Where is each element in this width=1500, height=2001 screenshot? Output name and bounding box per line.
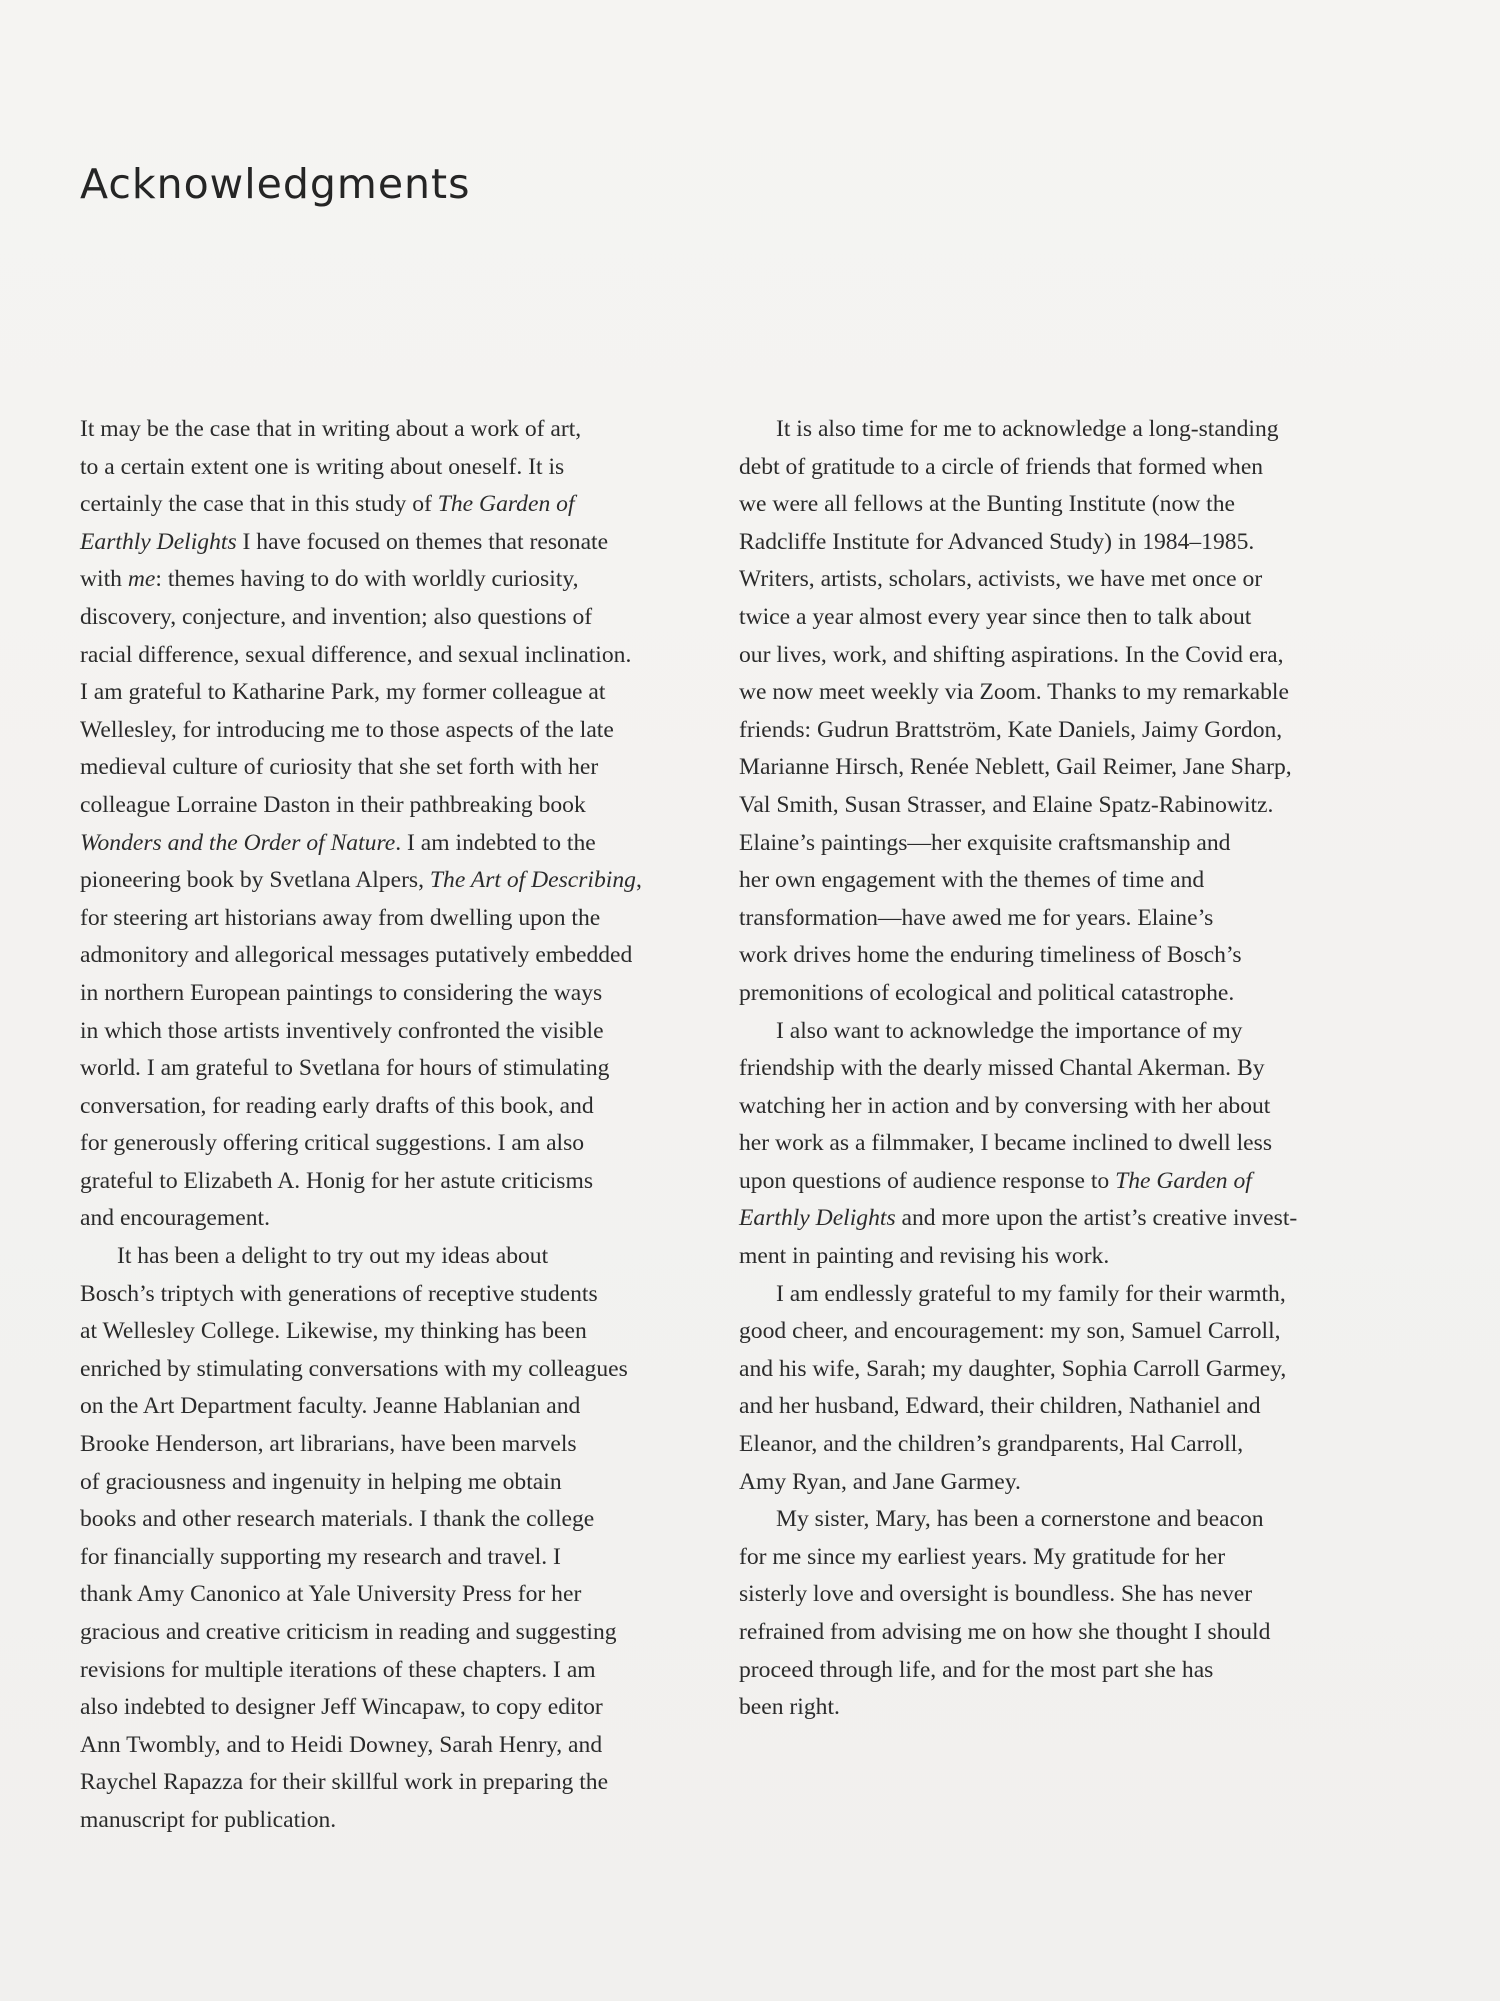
text-line: medieval culture of curiosity that she set forth with her xyxy=(80,754,599,781)
text-line xyxy=(739,1163,1369,1201)
text-segment: . I am indebted to the xyxy=(395,829,596,856)
text-segment: with xyxy=(80,566,128,593)
text-line: and his wife, Sarah; my daughter, Sophia Carroll Garmey, xyxy=(739,1355,1287,1382)
text-line: It may be the case that in writing about a work of art, xyxy=(80,416,582,442)
text-line: transformation—have awed me for years. Elaine’s xyxy=(739,904,1214,931)
text-segment: I have focused on themes that resonate xyxy=(236,528,609,555)
text-line: manuscript for publication. xyxy=(80,1806,337,1833)
text-line: her work as a filmmaker, I became inclined to dwell less xyxy=(739,1130,1273,1157)
text-line: discovery, conjecture, and invention; also questions of xyxy=(80,603,593,630)
text-line: of graciousness and ingenuity in helping me obtain xyxy=(80,1468,562,1495)
text-line: friends: Gudrun Brattström, Kate Daniels, Jaimy Gordon, xyxy=(739,716,1283,743)
text-line: Brooke Henderson, art librarians, have been marvels xyxy=(80,1431,577,1458)
text-line: racial difference, sexual difference, and sexual inclination. xyxy=(80,641,632,668)
text-line: good cheer, and encouragement: my son, Samuel Carroll, xyxy=(739,1318,1281,1345)
text-line: twice a year almost every year since then to talk about xyxy=(739,603,1252,630)
text-line: for steering art historians away from dwelling upon the xyxy=(80,904,601,931)
text-line: admonitory and allegorical messages putatively embedded xyxy=(80,942,633,969)
text-line: for generously offering critical suggestions. I am also xyxy=(80,1130,585,1157)
text-line xyxy=(80,524,710,562)
text-line: world. I am grateful to Svetlana for hours of stimulating xyxy=(80,1055,610,1082)
text-segment: upon questions of audience response to xyxy=(739,1167,1116,1194)
text-line: thank Amy Canonico at Yale University Press for her xyxy=(80,1581,582,1608)
text-line: I am grateful to Katharine Park, my former colleague at xyxy=(80,679,606,706)
text-line xyxy=(739,1200,1369,1238)
text-line: been right. xyxy=(739,1694,840,1721)
text-line: work drives home the enduring timeliness of Bosch’s xyxy=(739,942,1242,969)
text-line: at Wellesley College. Likewise, my thinking has been xyxy=(80,1318,587,1345)
text-line xyxy=(80,561,710,599)
text-line: Val Smith, Susan Strasser, and Elaine Spatz-Rabinowitz. xyxy=(739,791,1274,818)
text-line: enriched by stimulating conversations with my colleagues xyxy=(80,1355,628,1382)
text-line: her own engagement with the themes of time and xyxy=(739,867,1205,894)
text-line: Amy Ryan, and Jane Garmey. xyxy=(739,1468,1021,1495)
text-line: sisterly love and oversight is boundless. She has never xyxy=(739,1581,1253,1608)
text-line: also indebted to designer Jeff Wincapaw, to copy editor xyxy=(80,1694,603,1721)
text-line: debt of gratitude to a circle of friends that formed when xyxy=(739,453,1264,480)
text-line: for financially supporting my research and travel. I xyxy=(80,1543,561,1570)
text-line: It has been a delight to try out my ideas about xyxy=(117,1243,549,1270)
page-title: Acknowledgments xyxy=(80,160,471,208)
text-line: Bosch’s triptych with generations of receptive students xyxy=(80,1280,598,1307)
text-line: for me since my earliest years. My gratitude for her xyxy=(739,1543,1226,1570)
text-line: and her husband, Edward, their children, Nathaniel and xyxy=(739,1393,1261,1420)
text-line: grateful to Elizabeth A. Honig for her astute criticisms xyxy=(80,1167,594,1194)
text-line: Ann Twombly, and to Heidi Downey, Sarah Henry, and xyxy=(80,1731,603,1758)
text-line: in which those artists inventively confronted the visible xyxy=(80,1017,604,1044)
text-line xyxy=(80,825,710,863)
italic-text: Earthly Delights xyxy=(80,528,237,555)
text-segment: : themes having to do with worldly curiosity, xyxy=(155,566,579,593)
text-line: to a certain extent one is writing about oneself. It is xyxy=(80,453,565,480)
text-line: friendship with the dearly missed Chantal Akerman. By xyxy=(739,1055,1265,1082)
text-line xyxy=(80,862,710,900)
text-line: Wellesley, for introducing me to those aspects of the late xyxy=(80,716,614,743)
text-line: we now meet weekly via Zoom. Thanks to my remarkable xyxy=(739,679,1289,706)
text-line: Marianne Hirsch, Renée Neblett, Gail Reimer, Jane Sharp, xyxy=(739,754,1292,781)
text-line: My sister, Mary, has been a cornerstone and beacon xyxy=(776,1506,1264,1533)
text-line: colleague Lorraine Daston in their pathbreaking book xyxy=(80,791,586,818)
italic-text: The Garden of xyxy=(1115,1167,1252,1194)
text-line: conversation, for reading early drafts of this book, and xyxy=(80,1092,594,1119)
text-line: Eleanor, and the children’s grandparents, Hal Carroll, xyxy=(739,1431,1244,1458)
text-line: Writers, artists, scholars, activists, we have met once or xyxy=(739,566,1263,593)
text-segment: and more upon the artist’s creative invest- xyxy=(895,1205,1298,1232)
text-segment: certainly the case that in this study of xyxy=(80,491,438,518)
text-line: in northern European paintings to considering the ways xyxy=(80,979,603,1006)
text-line: proceed through life, and for the most part she has xyxy=(739,1656,1214,1683)
text-line: we were all fellows at the Bunting Institute (now the xyxy=(739,491,1235,518)
italic-text: Wonders and the Order of Nature xyxy=(80,829,396,856)
text-segment: pioneering book by Svetlana Alpers, xyxy=(80,867,430,894)
text-line: refrained from advising me on how she thought I should xyxy=(739,1619,1271,1645)
italic-text: Earthly Delights xyxy=(739,1205,896,1232)
right-text-column xyxy=(739,411,1369,1727)
text-line: our lives, work, and shifting aspirations. In the Covid era, xyxy=(739,641,1284,668)
left-text-column xyxy=(80,411,710,1840)
text-line: Raychel Rapazza for their skillful work in preparing the xyxy=(80,1769,609,1796)
text-line: on the Art Department faculty. Jeanne Hablanian and xyxy=(80,1393,581,1420)
text-line: I am endlessly grateful to my family for their warmth, xyxy=(776,1280,1286,1307)
text-line: watching her in action and by conversing with her about xyxy=(739,1092,1271,1119)
text-line: Radcliffe Institute for Advanced Study) in 1984–1985. xyxy=(739,528,1255,555)
text-line: Elaine’s paintings—her exquisite craftsmanship and xyxy=(739,829,1231,856)
text-line: revisions for multiple iterations of these chapters. I am xyxy=(80,1656,596,1683)
italic-text: The Garden of xyxy=(437,491,575,518)
italic-text: me xyxy=(127,566,156,593)
text-segment: , xyxy=(635,867,642,894)
text-line: I also want to acknowledge the importance of my xyxy=(776,1017,1243,1044)
text-line: premonitions of ecological and political catastrophe. xyxy=(739,979,1235,1006)
text-line: books and other research materials. I thank the college xyxy=(80,1506,595,1533)
text-line: and encouragement. xyxy=(80,1205,270,1232)
text-line: ment in painting and revising his work. xyxy=(739,1243,1110,1270)
text-line xyxy=(80,486,710,524)
text-line: It is also time for me to acknowledge a long-standing xyxy=(776,416,1279,442)
italic-text: The Art of Describing xyxy=(429,867,636,894)
text-line: gracious and creative criticism in reading and suggesting xyxy=(80,1619,617,1645)
